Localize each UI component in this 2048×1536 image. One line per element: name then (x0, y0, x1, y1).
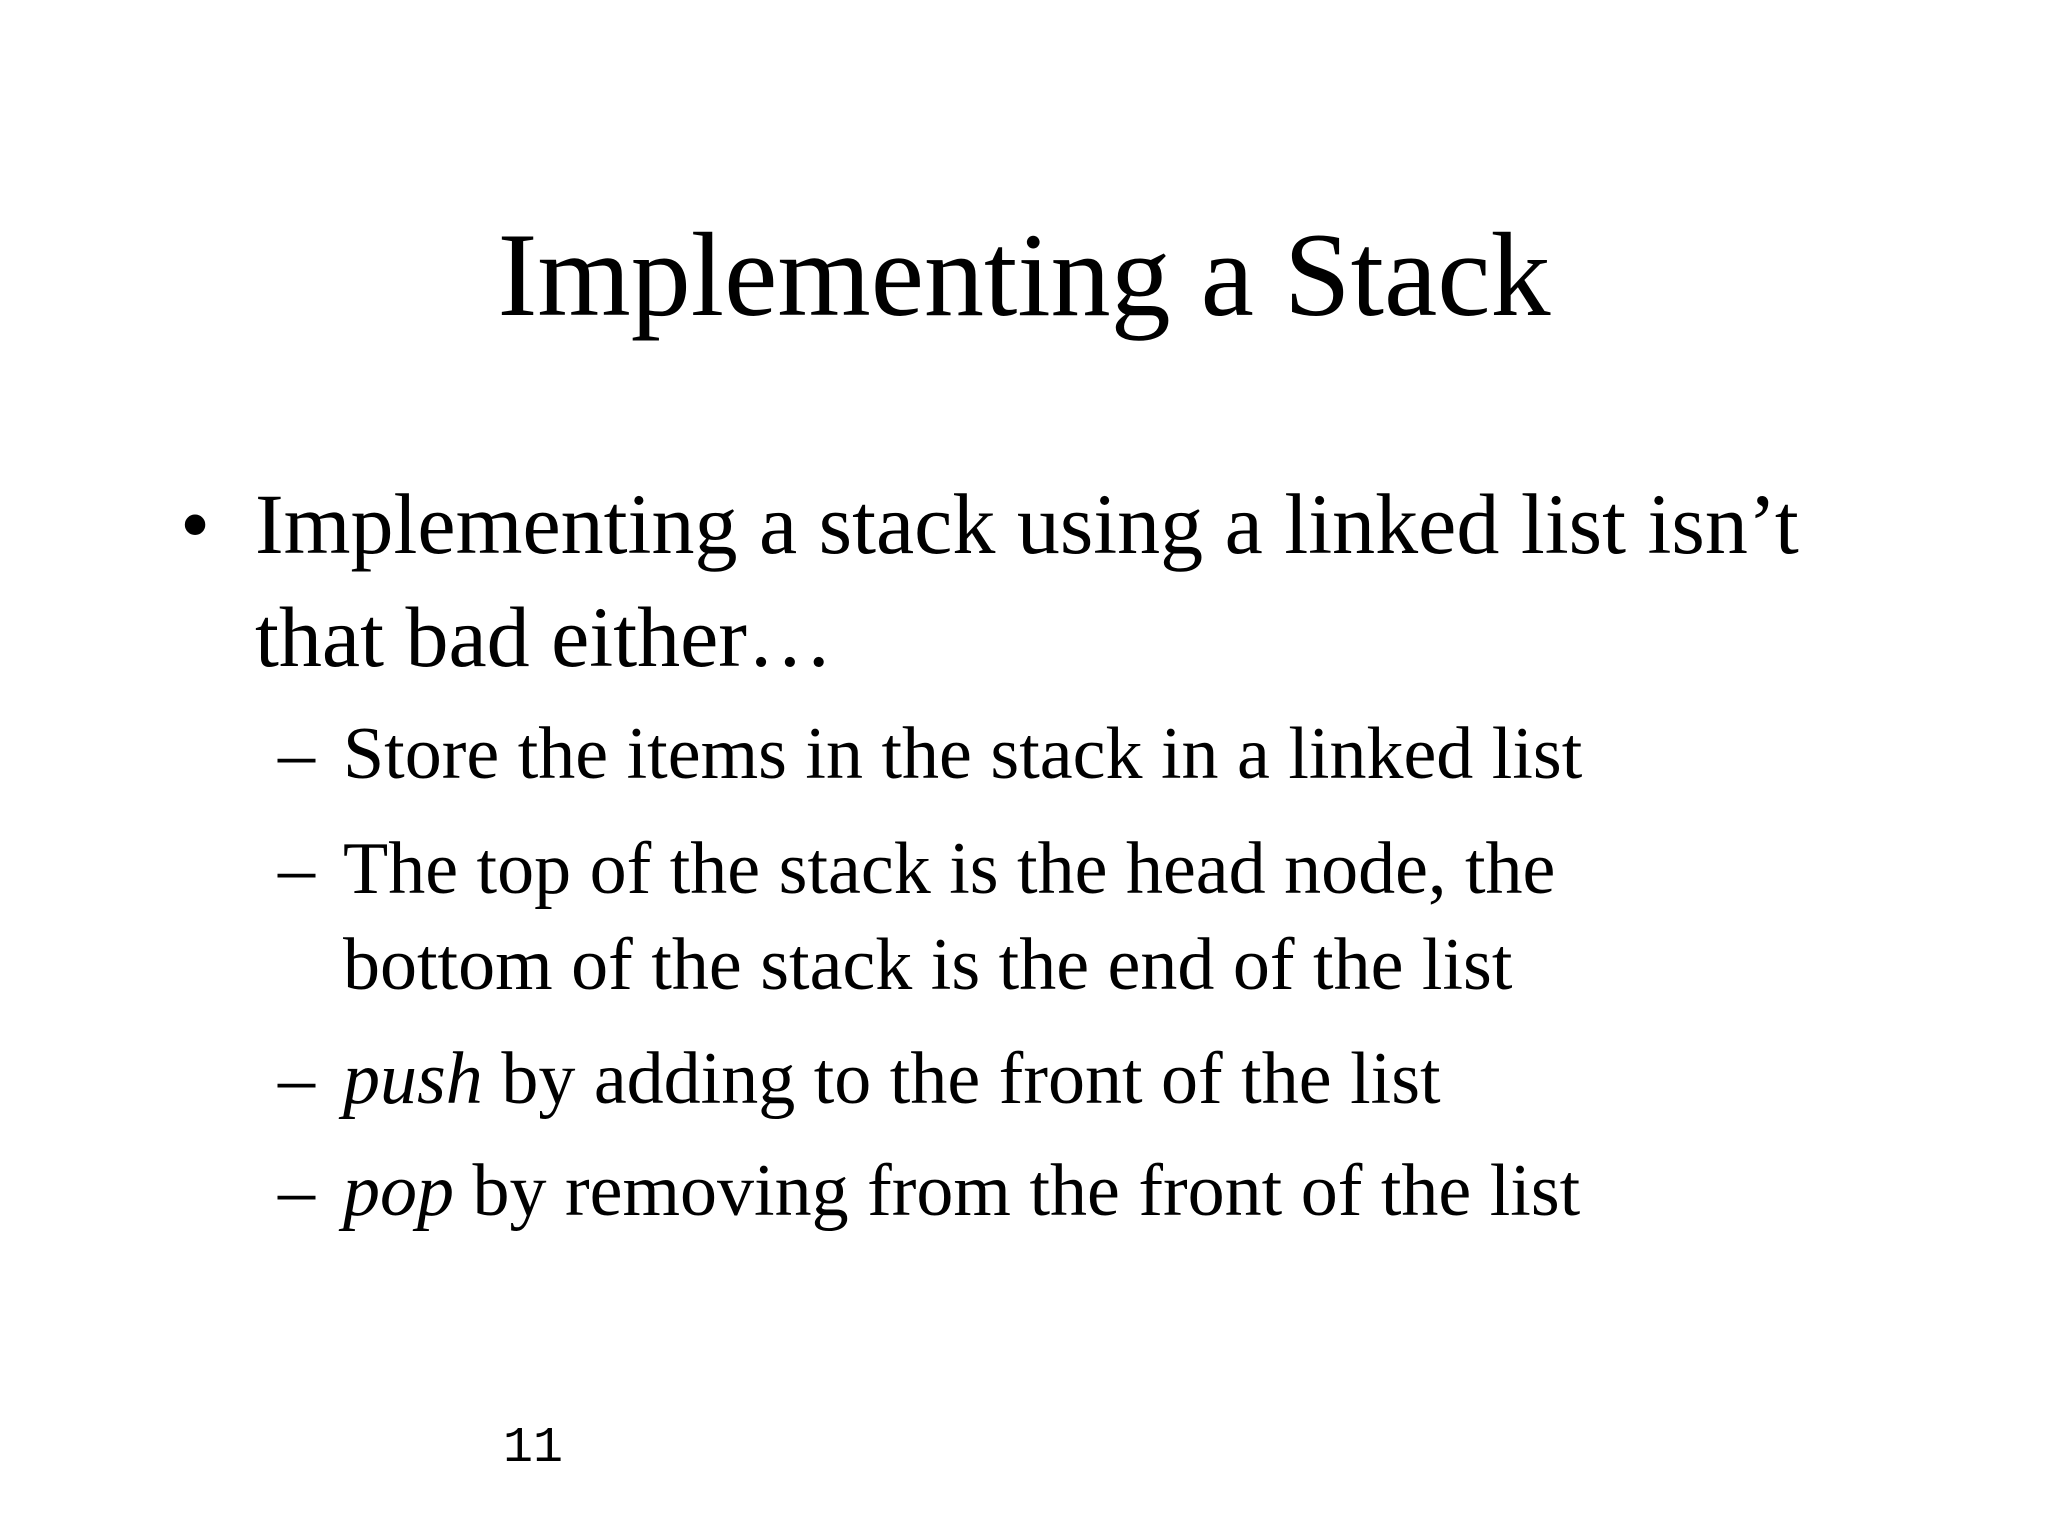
sub-item-store (278, 706, 1778, 802)
sub-marker: – (278, 1150, 315, 1232)
sub-item-text: The top of the stack is the head node, the bottom of the stack is the end of the list (343, 828, 1556, 1006)
sub-item-text: by removing from the front of the list (454, 1150, 1581, 1232)
sub-item-line (343, 1143, 1778, 1239)
keyword-pop: pop (343, 1150, 454, 1232)
sub-marker: – (278, 828, 315, 910)
sub-item-text: Store the items in the stack in a linked list (343, 713, 1583, 795)
sub-item-text: by adding to the front of the list (482, 1038, 1441, 1120)
sub-item-line (343, 1031, 1778, 1127)
sub-marker: – (278, 1038, 315, 1120)
page-number: 11 (503, 1420, 564, 1477)
bullet-marker: • (180, 476, 211, 572)
bullet-item (180, 468, 1880, 694)
slide-title: Implementing a Stack (497, 208, 1551, 341)
bullet-text: Implementing a stack using a linked list isn’t that bad either… (255, 476, 1799, 685)
keyword-push: push (343, 1038, 483, 1120)
sub-item-push (278, 1031, 1778, 1127)
sub-marker: – (278, 713, 315, 795)
sub-item-top-bottom (278, 821, 1778, 1013)
sub-item-pop (278, 1143, 1778, 1239)
